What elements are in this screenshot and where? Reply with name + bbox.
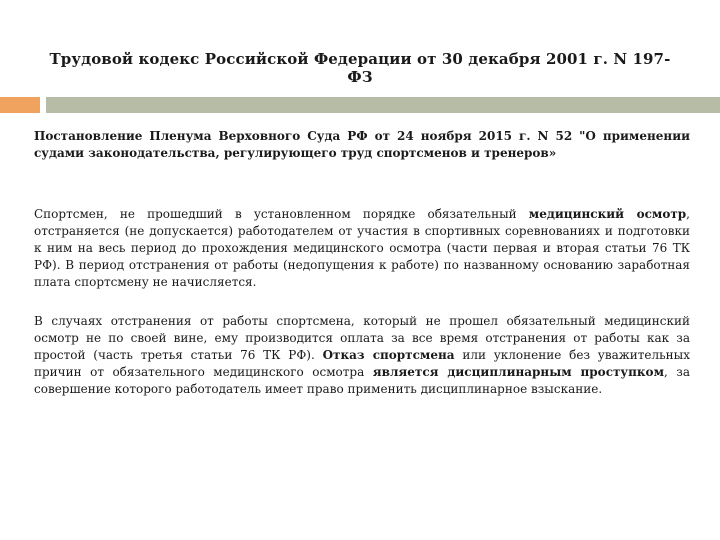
- paragraph-medical-exam: [34, 206, 690, 291]
- paragraph-text: В случаях отстранения от работы спортсмена, который не прошел обязательный медицинский осмотр не по своей вине, ему производится оплата за все время отстранения от работы как за простой (часть третья статьи 76 ТК РФ).: [34, 314, 690, 362]
- accent-bar-orange: [0, 97, 40, 113]
- bold-term-disciplinary: является дисциплинарным проступком: [372, 365, 664, 379]
- paragraph-text: , отстраняется (не допускается) работодателем от участия в спортивных соревнованиях и подготовки к ним на весь период до прохождения медицинского осмотра (части первая и вторая статьи 76 ТК РФ). В период отстранения от работы (недопущения к работе) по названному основанию заработная плата спортсмену не начисляется.: [34, 207, 690, 289]
- paragraph-text: Спортсмен, не прошедший в установленном порядке обязательный: [34, 207, 529, 221]
- paragraph-text: или уклонение без уважительных причин от обязательного медицинского осмотра: [34, 348, 690, 379]
- paragraph-suspension: [34, 313, 690, 398]
- resolution-heading: Постановление Пленума Верховного Суда РФ от 24 ноября 2015 г. N 52 "О применении судами законодательства, регулирующего труд спортсменов и тренеров»: [34, 129, 690, 160]
- bold-term-refusal: Отказ спортсмена: [322, 348, 455, 362]
- paragraph-text: , за совершение которого работодатель имеет право применить дисциплинарное взыскание.: [34, 365, 691, 396]
- slide-title: Трудовой кодекс Российской Федерации от 30 декабря 2001 г. N 197-ФЗ: [49, 50, 671, 86]
- bold-term-medical-exam: медицинский осмотр: [528, 207, 687, 221]
- accent-bar-grey: [46, 97, 720, 113]
- slide-content: [34, 128, 690, 420]
